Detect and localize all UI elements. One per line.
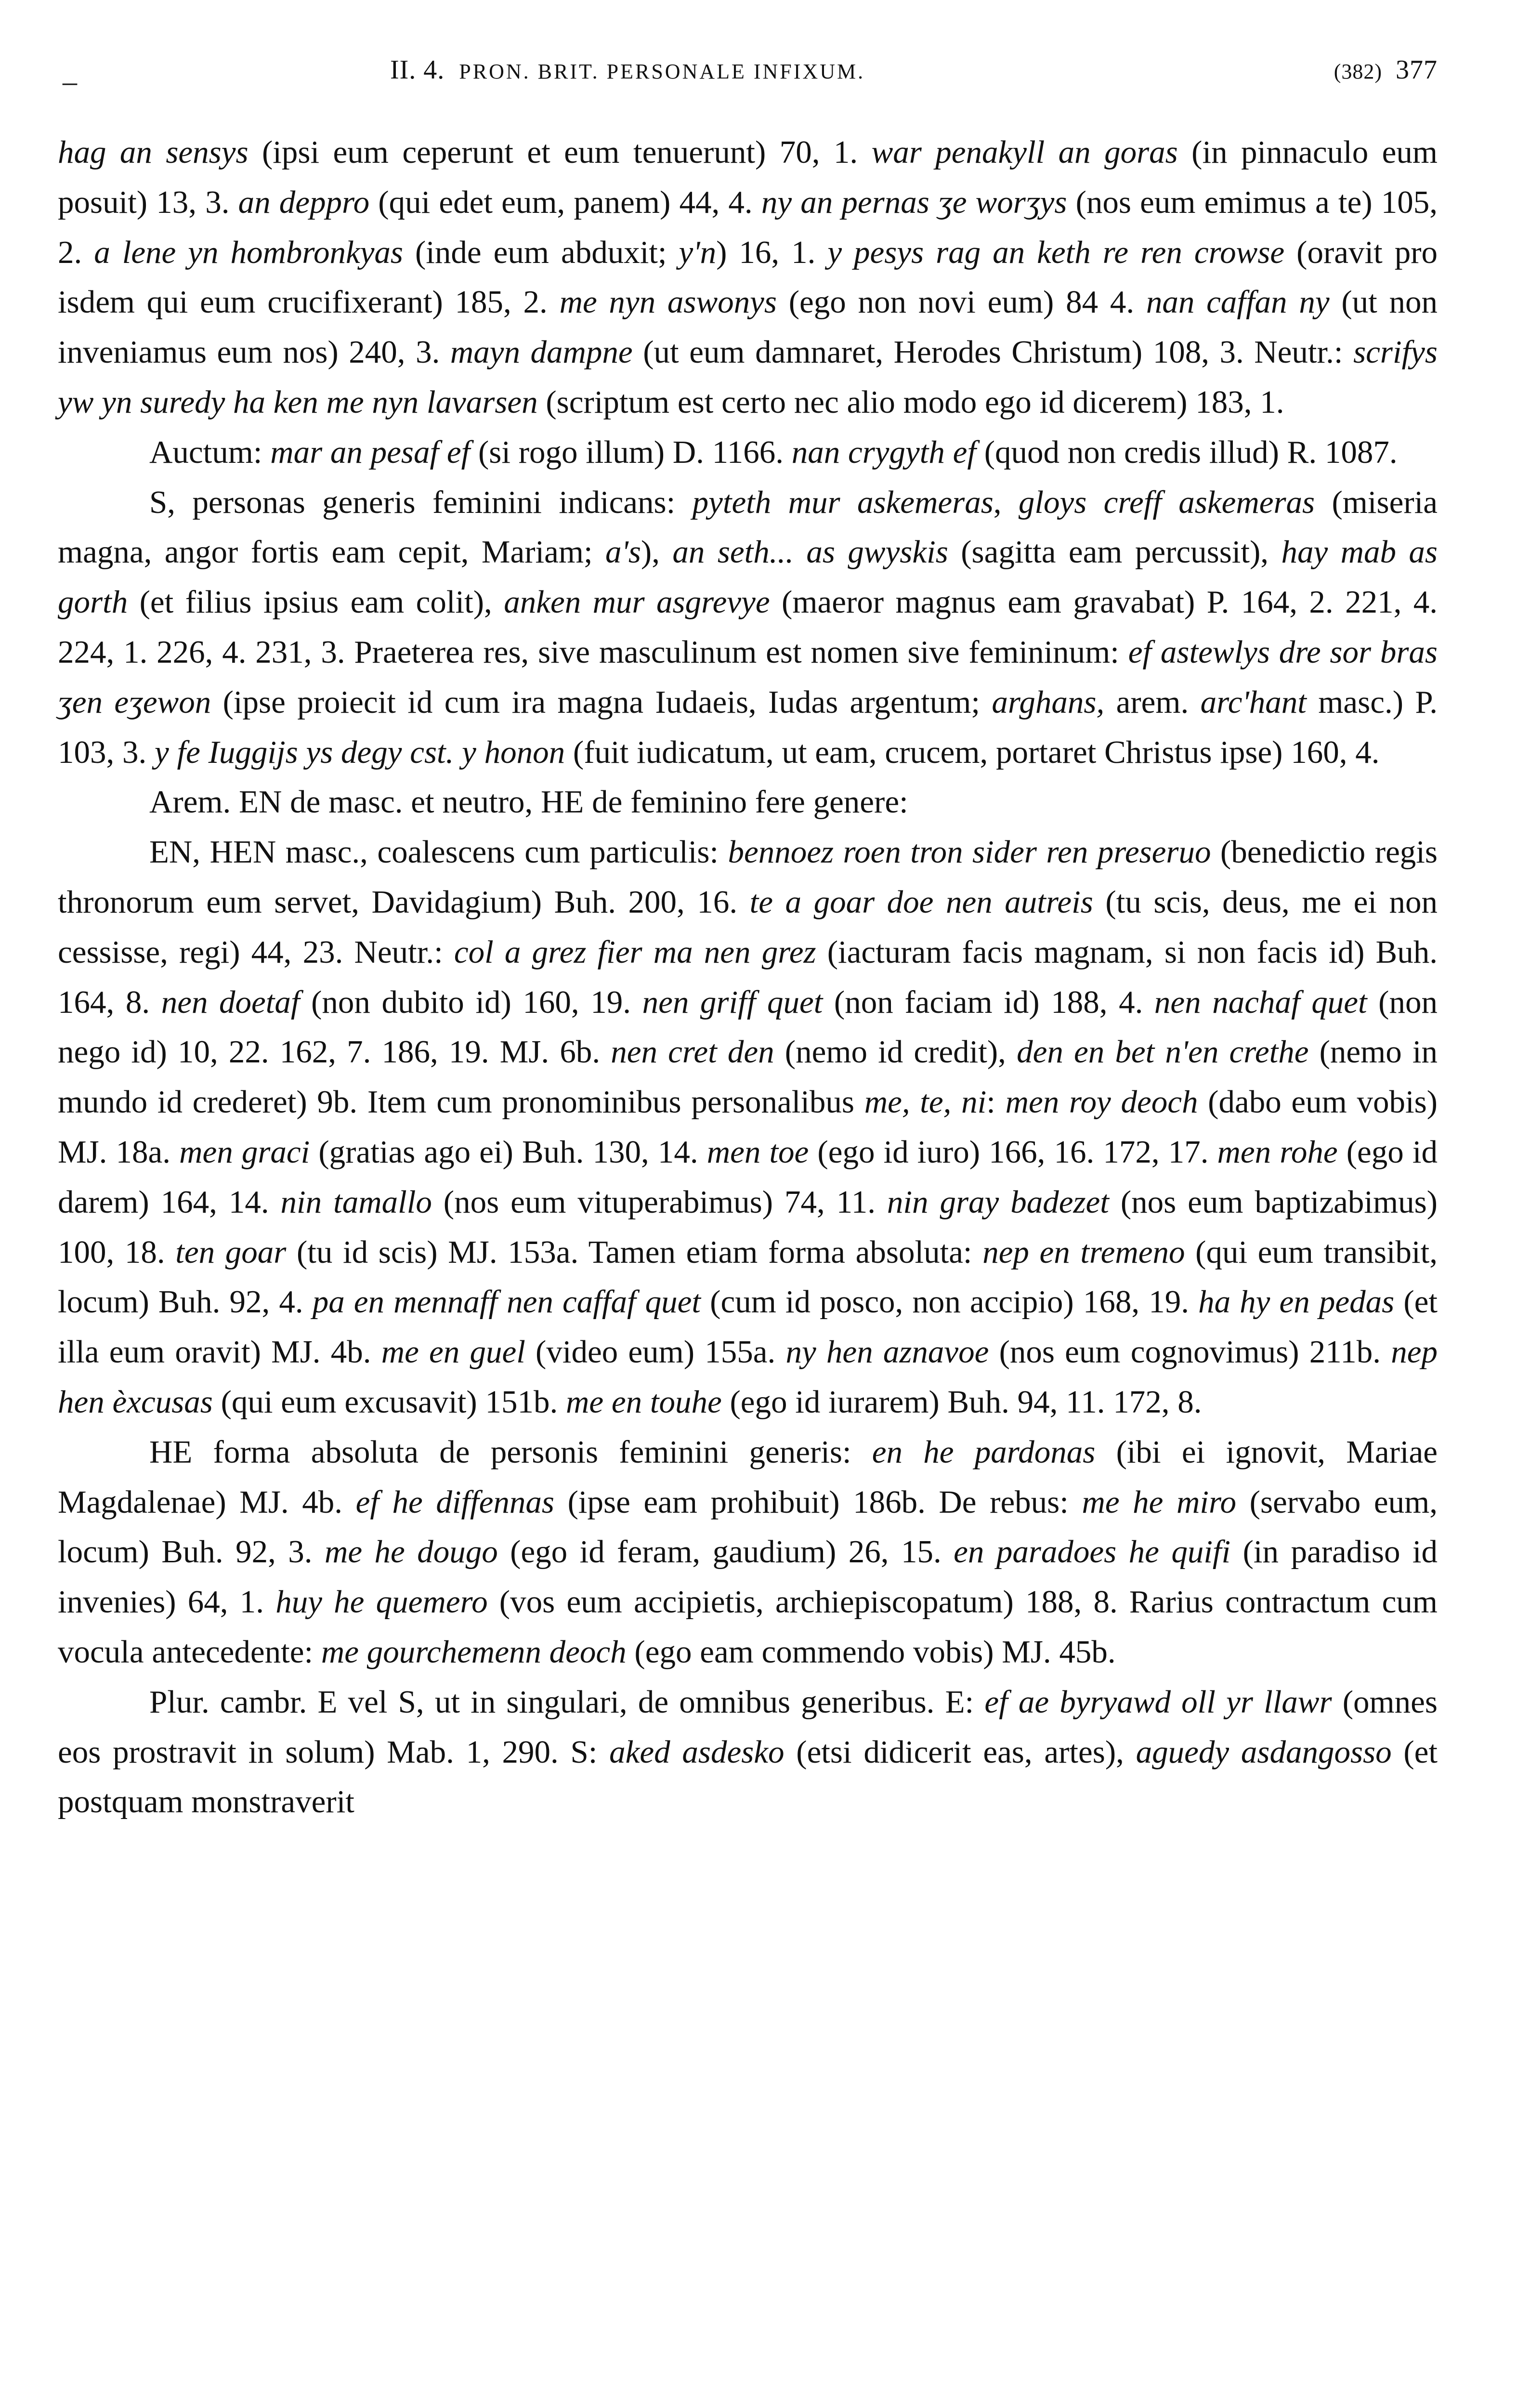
gloss-text: Plur. cambr. E vel S, ut in singulari, de omnibus generibus. E: (149, 1684, 985, 1720)
gloss-text: (tu scis, deus, me ei non cessisse, regi) 44, 23. Neutr.: (58, 884, 1438, 970)
gloss-text: Arem. EN de masc. et neutro, HE de feminino fere genere: (149, 784, 908, 820)
citation-text: ef he diffennas (355, 1484, 554, 1520)
gloss-text: (scriptum est certo nec alio modo ego id dicerem) 183, 1. (537, 384, 1284, 420)
gloss-text: (benedictio regis thronorum eum servet, Davidagium) Buh. 200, 16. (58, 834, 1438, 920)
citation-text: nan crygyth ef (791, 434, 976, 470)
paragraph (58, 777, 1438, 827)
gloss-text: (ego id feram, gaudium) 26, 15. (497, 1534, 954, 1570)
citation-text: aguedy asdangosso (1136, 1734, 1392, 1770)
gloss-text: (servabo eum, locum) Buh. 92, 3. (58, 1484, 1438, 1570)
citation-text: men roy deoch (1005, 1084, 1198, 1120)
paragraph (58, 428, 1438, 478)
gloss-text: (non dubito id) 160, 19. (300, 984, 642, 1020)
citation-text: pa en mennaff nen caffaf quet (312, 1284, 701, 1320)
body-text (58, 128, 1438, 1827)
gloss-text: (et filius ipsius eam colit), (128, 584, 504, 620)
header-title (390, 54, 865, 85)
paragraph (58, 1677, 1438, 1827)
citation-text: nen griff quet (642, 984, 823, 1020)
citation-text: te a goar doe nen autreis (749, 884, 1093, 920)
gloss-text: (video eum) 155a. (525, 1334, 786, 1370)
citation-text: nin gray badezet (887, 1184, 1109, 1220)
gloss-text: (ego id iurarem) Buh. 94, 11. 172, 8. (721, 1384, 1202, 1420)
section-number: II. 4. (390, 55, 445, 85)
citation-text: den en bet n'en crethe (1017, 1034, 1309, 1070)
citation-text: ef astewlys dre sor bras ʒen eʒewon (58, 634, 1438, 720)
gloss-text: (et illa eum oravit) MJ. 4b. (58, 1284, 1438, 1370)
gloss-text: (sagitta eam percussit), (948, 534, 1282, 570)
gloss-text: HE forma absoluta de personis feminini generis: (149, 1434, 872, 1470)
gloss-text: (omnes eos prostravit in solum) Mab. 1, 290. S: (58, 1684, 1438, 1770)
section-title: PRON. BRIT. PERSONALE INFIXUM. (459, 60, 865, 83)
gloss-text: (qui eum excusavit) 151b. (212, 1384, 566, 1420)
citation-text: scrifys yw yn suredy ha ken me nyn lavarsen (58, 334, 1438, 420)
gloss-text: (nos eum emimus a te) 105, 2. (58, 184, 1438, 270)
gloss-text: (ego non novi eum) 84 4. (777, 284, 1146, 320)
gloss-text: (et postquam monstraverit (58, 1734, 1438, 1820)
gloss-text: (vos eum accipietis, archiepiscopatum) 188, 8. Rarius contractum cum vocula antecedente: (58, 1584, 1438, 1670)
citation-text: bennoez roen tron sider ren preseruo (728, 834, 1211, 870)
citation-text: a lene yn hombronkyas (94, 234, 404, 270)
gloss-text: ) 16, 1. (716, 234, 828, 270)
header-mark: ‒ (63, 65, 78, 97)
citation-text: gloys creff askemeras (1018, 484, 1315, 520)
citation-text: a's (605, 534, 641, 570)
gloss-text: (nemo in mundo id crederet) 9b. Item cum pronominibus personalibus (58, 1034, 1438, 1120)
gloss-text: masc.) P. 103, 3. (58, 684, 1438, 770)
citation-text: men rohe (1217, 1134, 1338, 1170)
gloss-text: (fuit iudicatum, ut eam, crucem, portaret Christus ipse) 160, 4. (565, 734, 1380, 770)
citation-text: ef ae byryawd oll yr llawr (984, 1684, 1332, 1720)
citation-text: hag an sensys (58, 134, 248, 170)
gloss-text: arem. (1104, 684, 1201, 720)
citation-text: huy he quemero (275, 1584, 488, 1620)
gloss-text: S, personas generis feminini indicans: (149, 484, 693, 520)
gloss-text: EN, HEN masc., coalescens cum particulis: (149, 834, 728, 870)
citation-text: aked asdesko (609, 1734, 785, 1770)
gloss-text: (nemo id credit), (774, 1034, 1017, 1070)
citation-text: pyteth mur askemeras (692, 484, 994, 520)
citation-text: arc'hant (1200, 684, 1307, 720)
gloss-text: (in pinnaculo eum posuit) 13, 3. (58, 134, 1438, 220)
citation-text: en paradoes he quifi (954, 1534, 1231, 1570)
citation-text: war penakyll an goras (871, 134, 1178, 170)
citation-text: anken mur asgrevye (504, 584, 770, 620)
gloss-text: (tu id scis) MJ. 153a. Tamen etiam forma absoluta: (286, 1234, 983, 1270)
citation-text: nin tamallo (280, 1184, 432, 1220)
gloss-text: (inde eum abduxit; (403, 234, 679, 270)
running-header (58, 46, 1438, 128)
citation-text: mar an pesaf ef (270, 434, 471, 470)
citation-text: me gourchemenn deoch (321, 1634, 627, 1670)
gloss-text: (oravit pro isdem qui eum crucifixerant) 185, 2. (58, 234, 1438, 320)
gloss-text: (etsi didicerit eas, artes), (784, 1734, 1136, 1770)
citation-text: nan caffan ny (1146, 284, 1330, 320)
citation-text: y'n (679, 234, 717, 270)
gloss-text: (ipse proiecit id cum ira magna Iudaeis, Iudas argentum; (211, 684, 992, 720)
citation-text: men toe (706, 1134, 809, 1170)
citation-text: arghans, (992, 684, 1105, 720)
citation-text: an deppro (238, 184, 370, 220)
citation-text: y pesys rag an keth re ren crowse (827, 234, 1285, 270)
gloss-text: ), (641, 534, 673, 570)
paragraph (58, 128, 1438, 428)
gloss-text: (si rogo illum) D. 1166. (470, 434, 792, 470)
gloss-text: (maeror magnus eam gravabat) P. 164, 2. 221, 4. 224, 1. 226, 4. 231, 3. Praeterea res, sive masculinum est nomen sive femininum: (58, 584, 1438, 670)
citation-text: hay mab as gorth (58, 534, 1438, 620)
gloss-text: (non faciam id) 188, 4. (823, 984, 1154, 1020)
citation-text: me en guel (381, 1334, 525, 1370)
citation-text: nen doetaf (161, 984, 300, 1020)
citation-text: me en touhe (565, 1384, 722, 1420)
gloss-text: (qui eum transibit, locum) Buh. 92, 4. (58, 1234, 1438, 1320)
header-page-numbers (1334, 54, 1438, 85)
citation-text: me nyn aswonys (559, 284, 777, 320)
citation-text: me he miro (1082, 1484, 1237, 1520)
citation-text: col a grez fier ma nen grez (454, 934, 816, 970)
citation-text: nep en tremeno (982, 1234, 1185, 1270)
gloss-text: (nos eum cognovimus) 211b. (989, 1334, 1391, 1370)
citation-text: y fe Iuggijs ys degy cst. y honon (155, 734, 565, 770)
gloss-text: (quod non credis illud) R. 1087. (976, 434, 1398, 470)
gloss-text: (ego id darem) 164, 14. (58, 1134, 1438, 1220)
gloss-text: : (986, 1084, 1006, 1120)
gloss-text: Auctum: (149, 434, 271, 470)
gloss-text: (ego id iuro) 166, 16. 172, 17. (809, 1134, 1217, 1170)
original-page-number: (382) (1334, 60, 1382, 83)
gloss-text: (ut non inveniamus eum nos) 240, 3. (58, 284, 1438, 370)
citation-text: men graci (179, 1134, 310, 1170)
citation-text: ny an pernas ʒe worʒys (761, 184, 1067, 220)
gloss-text: (qui edet eum, panem) 44, 4. (369, 184, 761, 220)
citation-text: ten goar (175, 1234, 287, 1270)
citation-text: me he dougo (324, 1534, 498, 1570)
citation-text: nen nachaf quet (1154, 984, 1367, 1020)
citation-text: nen cret den (611, 1034, 774, 1070)
citation-text: en he pardonas (872, 1434, 1096, 1470)
citation-text: ha hy en pedas (1198, 1284, 1395, 1320)
gloss-text: (ibi ei ignovit, Mariae Magdalenae) MJ. 4b. (58, 1434, 1438, 1520)
paragraph (58, 827, 1438, 1427)
page-number: 377 (1396, 55, 1438, 85)
gloss-text: (cum id posco, non accipio) 168, 19. (701, 1284, 1199, 1320)
paragraph (58, 478, 1438, 778)
citation-text: me, te, ni (864, 1084, 987, 1120)
gloss-text: (non nego id) 10, 22. 162, 7. 186, 19. MJ. 6b. (58, 984, 1438, 1070)
gloss-text: (ipse eam prohibuit) 186b. De rebus: (554, 1484, 1082, 1520)
gloss-text: (ipsi eum ceperunt et eum tenuerunt) 70, 1. (248, 134, 872, 170)
citation-text: mayn dampne (450, 334, 633, 370)
gloss-text: (iacturam facis magnam, si non facis id) Buh. 164, 8. (58, 934, 1438, 1020)
gloss-text: (miseria magna, angor fortis eam cepit, Mariam; (58, 484, 1438, 570)
citation-text: an seth... as gwyskis (672, 534, 948, 570)
gloss-text: (dabo eum vobis) MJ. 18a. (58, 1084, 1438, 1170)
gloss-text: , (993, 484, 1019, 520)
gloss-text: (nos eum vituperabimus) 74, 11. (432, 1184, 887, 1220)
gloss-text: (in paradiso id invenies) 64, 1. (58, 1534, 1438, 1620)
citation-text: ny hen aznavoe (785, 1334, 989, 1370)
gloss-text: (ut eum damnaret, Herodes Christum) 108, 3. Neutr.: (632, 334, 1354, 370)
gloss-text: (gratias ago ei) Buh. 130, 14. (310, 1134, 707, 1170)
paragraph (58, 1427, 1438, 1677)
citation-text: nep hen èxcusas (58, 1334, 1438, 1420)
gloss-text: (ego eam commendo vobis) MJ. 45b. (626, 1634, 1116, 1670)
gloss-text: (nos eum baptizabimus) 100, 18. (58, 1184, 1438, 1270)
